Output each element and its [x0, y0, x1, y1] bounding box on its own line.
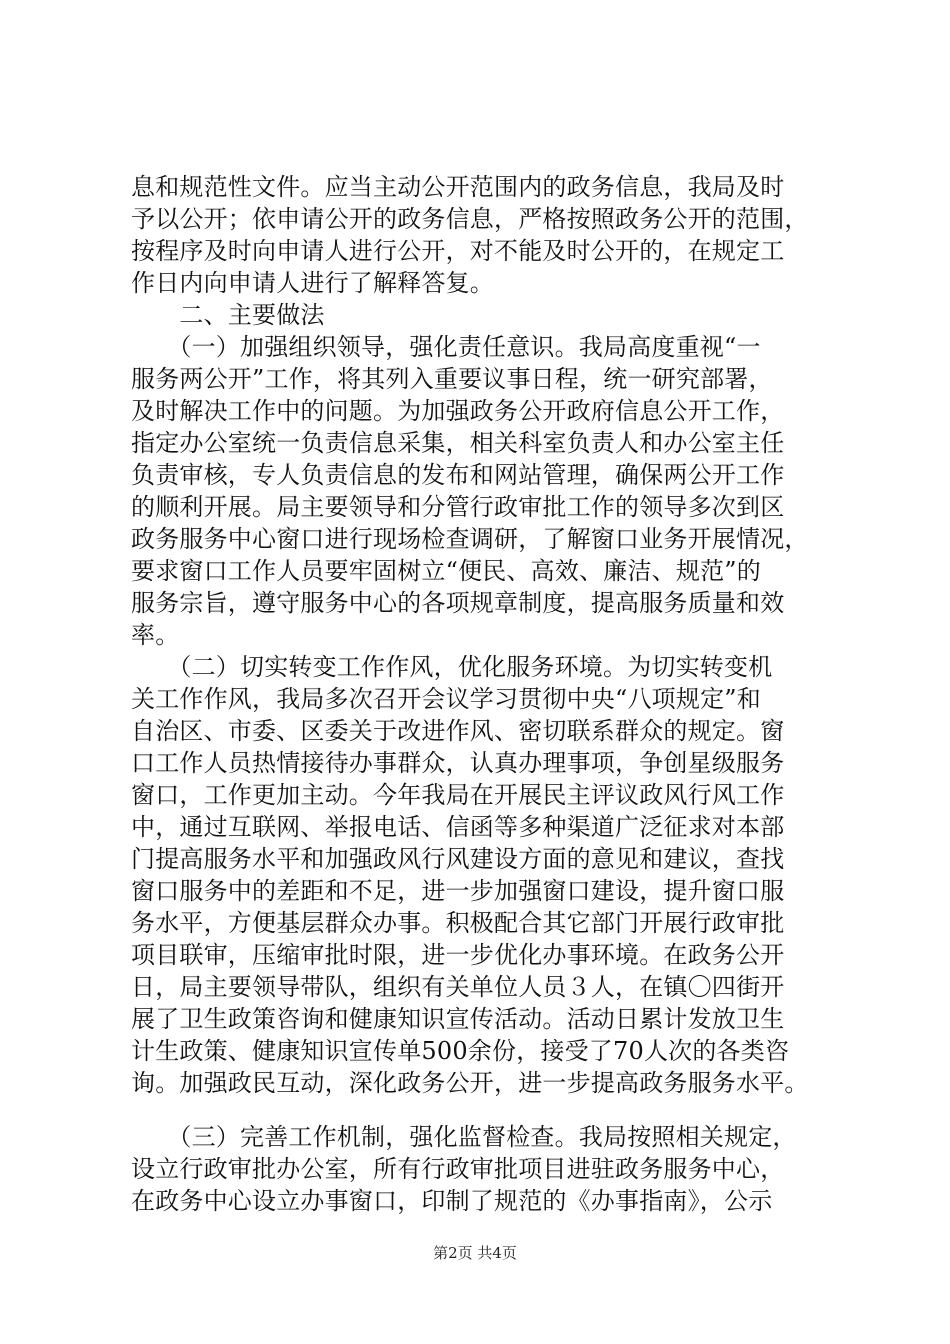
text-line: 服务宗旨，遵守服务中心的各项规章制度，提高服务质量和效 [131, 589, 785, 617]
text-line: 要求窗口工作人员要牢固树立“便民、高效、廉洁、规范”的 [131, 557, 761, 585]
text-line: 率。 [131, 621, 180, 649]
document-body [131, 171, 851, 1217]
text-line: 口工作人员热情接待办事群众，认真办理事项，争创星级服务 [131, 749, 785, 777]
text-line: 在政务中心设立办事窗口，印制了规范的《办事指南》，公示 [131, 1187, 773, 1215]
text-line: 按程序及时向申请人进行公开，对不能及时公开的，在规定工 [131, 237, 785, 265]
text-line: 中，通过互联网、举报电话、信函等多种渠道广泛征求对本部 [131, 813, 785, 841]
text-line: 政务服务中心窗口进行现场检查调研，了解窗口业务开展情况， [131, 525, 809, 553]
text-line: 窗口，工作更加主动。今年我局在开展民主评议政风行风工作 [131, 781, 785, 809]
text-line: （三）完善工作机制，强化监督检查。我局按照相关规定， [131, 1123, 797, 1151]
text-line: 务水平，方便基层群众办事。积极配合其它部门开展行政审批 [131, 909, 785, 937]
text-line: 计生政策、健康知识宣传单500余份，接受了70人次的各类咨 [131, 1037, 790, 1065]
text-line: 日，局主要领导带队，组织有关单位人员３人，在镇〇四街开 [131, 973, 785, 1001]
text-line: 门提高服务水平和加强政风行风建设方面的意见和建议，查找 [131, 845, 785, 873]
section-heading: 二、主要做法 [131, 301, 325, 329]
text-line: 展了卫生政策咨询和健康知识宣传活动。活动日累计发放卫生 [131, 1005, 785, 1033]
text-line: 设立行政审批办公室，所有行政审批项目进驻政务服务中心， [131, 1155, 785, 1183]
text-line: 负责审核，专人负责信息的发布和网站管理，确保两公开工作 [131, 461, 785, 489]
paragraph-gap [131, 1099, 851, 1121]
page-footer: 第2页 共4页 [433, 1244, 517, 1262]
text-line: 自治区、市委、区委关于改进作风、密切联系群众的规定。窗 [131, 717, 785, 745]
text-line: 服务两公开”工作，将其列入重要议事日程，统一研究部署， [131, 365, 773, 393]
text-line: 作日内向申请人进行了解释答复。 [131, 269, 494, 297]
text-line: 窗口服务中的差距和不足，进一步加强窗口建设，提升窗口服 [131, 877, 785, 905]
text-line: （二）切实转变工作作风，优化服务环境。为切实转变机 [131, 653, 773, 681]
text-line: 询。加强政民互动，深化政务公开，进一步提高政务服务水平。 [131, 1069, 809, 1097]
text-line: 及时解决工作中的问题。为加强政务公开政府信息公开工作， [131, 397, 785, 425]
text-line: 的顺利开展。局主要领导和分管行政审批工作的领导多次到区 [131, 493, 785, 521]
text-line: 予以公开；依申请公开的政务信息，严格按照政务公开的范围， [131, 205, 809, 233]
text-line: 指定办公室统一负责信息采集，相关科室负责人和办公室主任 [131, 429, 785, 457]
text-line: 息和规范性文件。应当主动公开范围内的政务信息，我局及时 [131, 173, 785, 201]
text-line: 关工作作风，我局多次召开会议学习贯彻中央“八项规定”和 [131, 685, 761, 713]
text-line: 项目联审，压缩审批时限，进一步优化办事环境。在政务公开 [131, 941, 785, 969]
text-line: （一）加强组织领导，强化责任意识。我局高度重视“一 [131, 333, 761, 361]
